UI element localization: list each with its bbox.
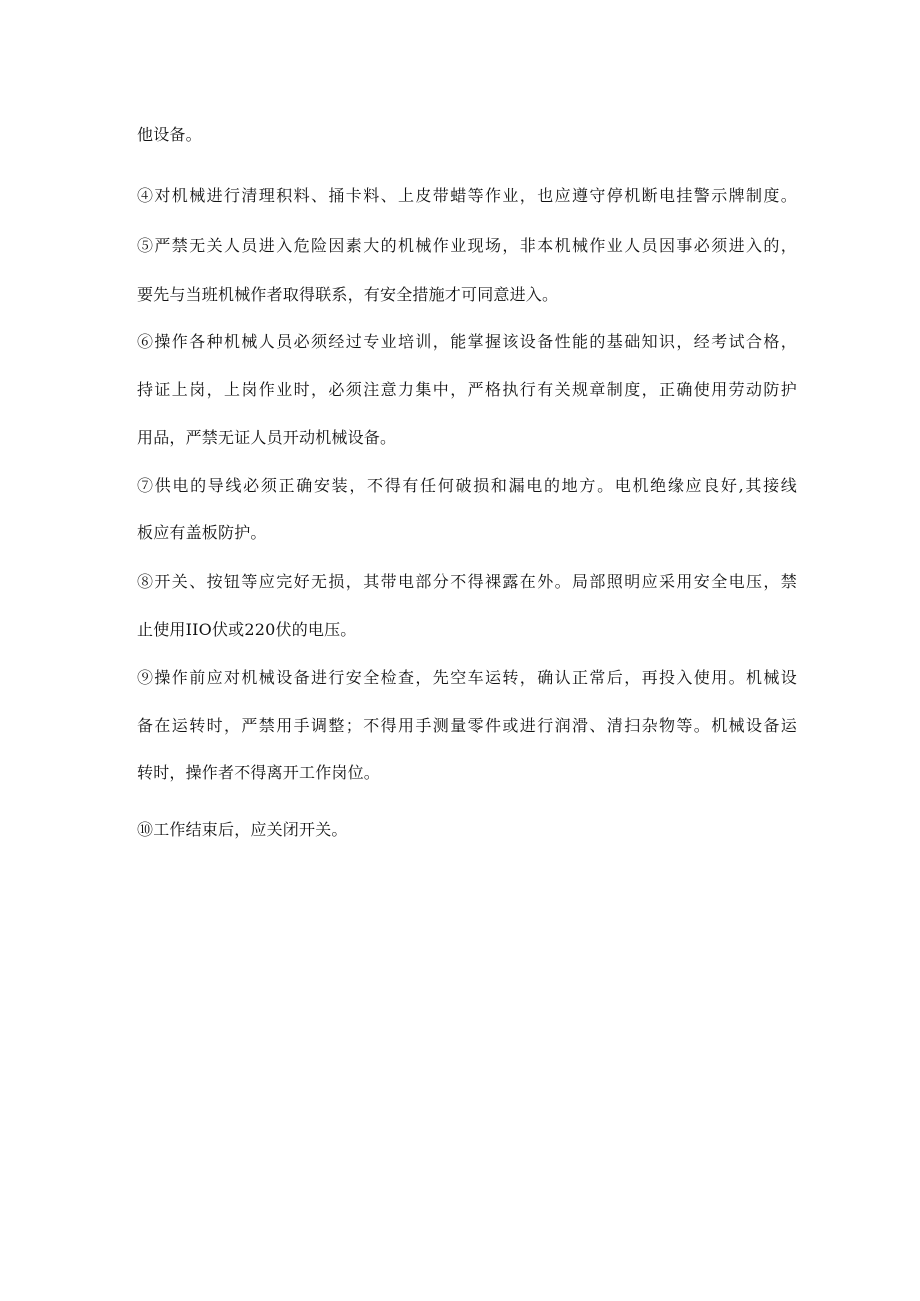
text-line-14: 转时，操作者不得离开工作岗位。 bbox=[137, 763, 381, 782]
text-line-6: 持证上岗，上岗作业时，必须注意力集中，严格执行有关规章制度，正确使用劳动防护 bbox=[137, 380, 797, 399]
text-line-4: 要先与当班机械作者取得联系，有安全措施才可同意进入。 bbox=[137, 285, 559, 304]
text-line-1: 他设备。 bbox=[137, 125, 202, 144]
text-line-8: ⑦供电的导线必须正确安装，不得有任何破损和漏电的地方。电机绝缘应良好,其接线 bbox=[137, 476, 797, 495]
text-line-15: ⑩工作结束后，应关闭开关。 bbox=[137, 820, 348, 839]
text-line-3: ⑤严禁无关人员进入危险因素大的机械作业现场，非本机械作业人员因事必须进入的， bbox=[137, 236, 797, 255]
text-line-9: 板应有盖板防护。 bbox=[137, 523, 267, 542]
text-line-13: 备在运转时，严禁用手调整；不得用手测量零件或进行润滑、清扫杂物等。机械设备运 bbox=[137, 716, 797, 735]
text-line-12: ⑨操作前应对机械设备进行安全检查，先空车运转，确认正常后，再投入使用。机械设 bbox=[137, 668, 797, 687]
text-line-11: 止使用IIO伏或220伏的电压。 bbox=[137, 620, 357, 639]
text-line-2: ④对机械进行清理积料、捅卡料、上皮带蜡等作业，也应遵守停机断电挂警示牌制度。 bbox=[137, 186, 797, 205]
text-line-5: ⑥操作各种机械人员必须经过专业培训，能掌握该设备性能的基础知识，经考试合格， bbox=[137, 332, 797, 351]
text-line-7: 用品，严禁无证人员开动机械设备。 bbox=[137, 428, 397, 447]
text-line-10: ⑧开关、按钮等应完好无损，其带电部分不得裸露在外。局部照明应采用安全电压，禁 bbox=[137, 572, 797, 591]
